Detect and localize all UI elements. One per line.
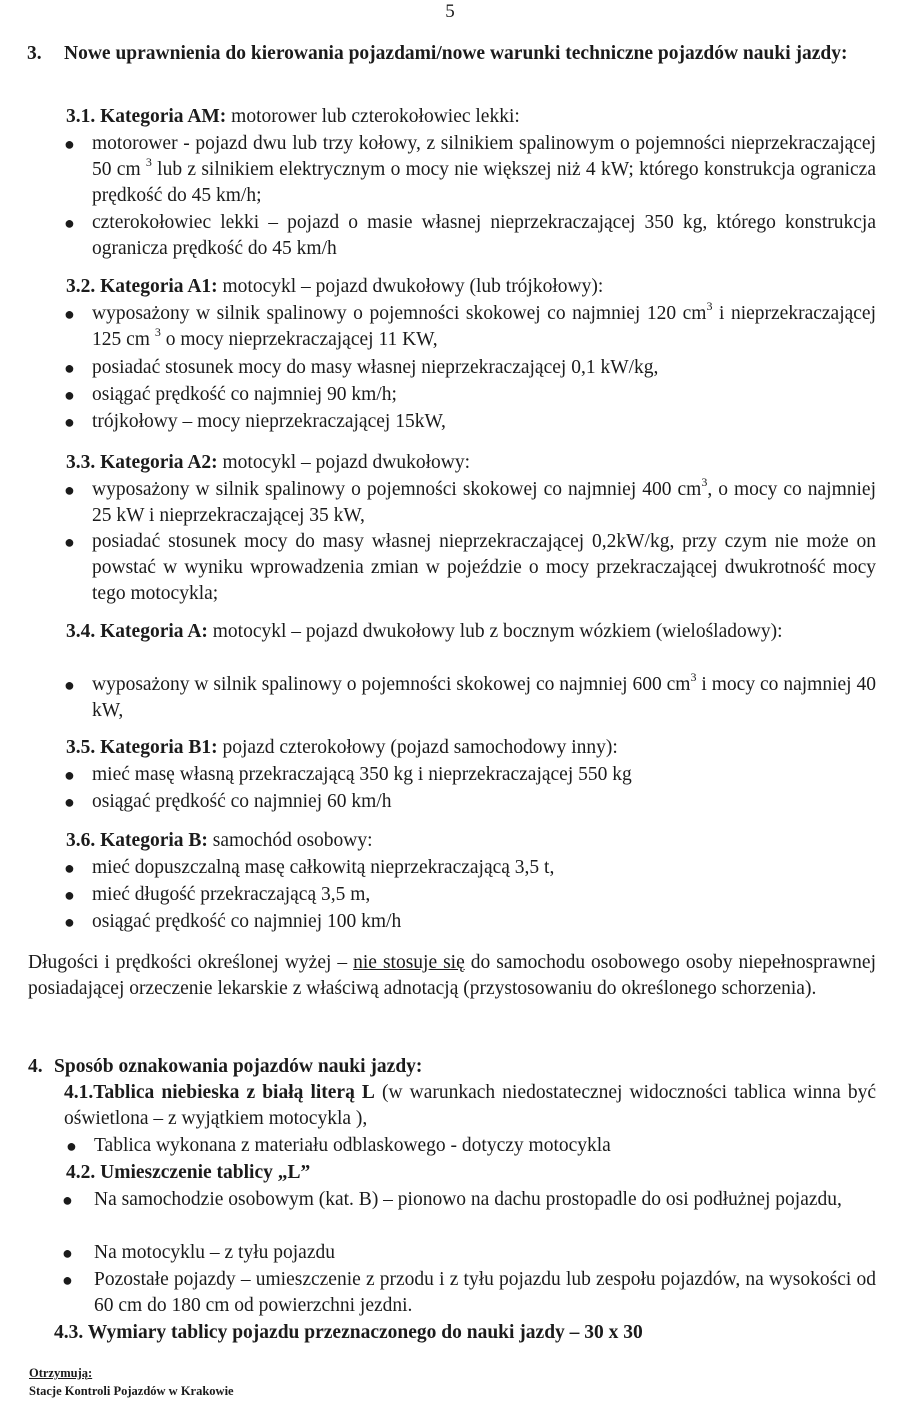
bullet-text-part: motorower - pojazd dwu lub trzy kołowy, z silnikiem spalinowym o pojemności nieprzekraczającej 50 cm (92, 133, 876, 180)
superscript: 3 (145, 155, 152, 169)
bullet-icon: ● (64, 134, 75, 154)
list-item-text: Na samochodzie osobowym (kat. B) – pionowo na dachu prostopadle do osi podłużnej pojazdu, (94, 1189, 842, 1210)
subsection-4-2-label: 4.2. Umieszczenie tablicy „L” (66, 1162, 311, 1183)
category-b-label: 3.6. Kategoria B: (66, 830, 208, 851)
bullet-icon: ● (64, 858, 75, 878)
bullet-icon: ● (64, 765, 75, 785)
bullet-text-part: wyposażony w silnik spalinowy o pojemności skokowej co najmniej 120 cm (92, 303, 707, 324)
bullet-text-part: lub z silnikiem elektrycznym o mocy nie większej niż 4 kW; którego konstrukcja ogranicza prędkość do 45 km/h; (92, 159, 876, 206)
list-item (64, 131, 876, 209)
list-item (64, 409, 876, 435)
superscript: 3 (701, 475, 708, 489)
list-item (62, 1240, 876, 1266)
list-item-text: mieć masę własną przekraczającą 350 kg i nieprzekraczającej 550 kg (92, 764, 632, 785)
list-item (64, 909, 876, 935)
category-a-label: 3.4. Kategoria A: (66, 621, 208, 642)
list-item-text (92, 301, 876, 353)
bullet-icon: ● (64, 213, 75, 233)
bullet-text-part: wyposażony w silnik spalinowy o pojemności skokowej co najmniej 600 cm (92, 674, 691, 695)
list-item-text: mieć dopuszczalną masę całkowitą nieprzekraczającą 3,5 t, (92, 857, 555, 878)
category-a2-label: 3.3. Kategoria A2: (66, 452, 218, 473)
category-a1-heading (66, 274, 876, 300)
category-b1-heading (66, 735, 876, 761)
category-a1-desc: motocykl – pojazd dwukołowy (lub trójkołowy): (217, 276, 604, 297)
list-item (64, 672, 876, 724)
bullet-icon: ● (64, 912, 75, 932)
note-text: Długości i prędkości określonej wyżej – (28, 952, 354, 973)
category-a2-heading (66, 450, 876, 476)
list-item-text (92, 131, 876, 209)
list-item-text: posiadać stosunek mocy do masy własnej nieprzekraczającej 0,2kW/kg, przy czym nie może on powstać w wyniku wprowadzenia zmian w pojeździe o mocy przekraczającej dwukrotność mocy tego motocykla; (92, 531, 876, 604)
list-item-text: osiągać prędkość co najmniej 100 km/h (92, 911, 402, 932)
recipients-label: Otrzymują: (29, 1366, 93, 1380)
category-a1-label: 3.2. Kategoria A1: (66, 276, 218, 297)
list-item (64, 477, 876, 529)
subsection-4-1-desc: (w warunkach niedostatecznej widoczności tablica winna być oświetlona – z wyjątkiem motocykla ), (64, 1082, 876, 1129)
bullet-icon: ● (66, 1136, 77, 1156)
list-item-text: Tablica wykonana z materiału odblaskowego - dotyczy motocykla (94, 1135, 611, 1156)
category-b1-desc: pojazd czterokołowy (pojazd samochodowy inny): (217, 737, 618, 758)
list-item-text: posiadać stosunek mocy do masy własnej nieprzekraczającej 0,1 kW/kg, (92, 357, 659, 378)
superscript: 3 (706, 299, 713, 313)
note-underlined: nie stosuje się (353, 952, 465, 973)
page-number: 5 (445, 1, 455, 22)
bullet-icon: ● (64, 675, 75, 695)
category-b-heading (66, 828, 876, 854)
list-item-text: czterokołowiec lekki – pojazd o masie własnej nieprzekraczającej 350 kg, którego konstrukcja ogranicza prędkość do 45 km/h (92, 212, 876, 259)
subsection-4-3 (54, 1320, 876, 1346)
list-item-text: trójkołowy – mocy nieprzekraczającej 15kW, (92, 411, 446, 432)
category-a-desc: motocykl – pojazd dwukołowy lub z bocznym wózkiem (wielośladowy): (207, 621, 783, 642)
list-item (64, 855, 876, 881)
bullet-icon: ● (62, 1243, 73, 1263)
list-item (64, 529, 876, 607)
list-item (64, 355, 876, 381)
list-item-text: Na motocyklu – z tyłu pojazdu (94, 1242, 335, 1263)
category-b-desc: samochód osobowy: (207, 830, 373, 851)
bullet-icon: ● (64, 792, 75, 812)
section-4-number: 4. (28, 1056, 43, 1077)
subsection-4-2-heading (66, 1160, 876, 1186)
bullet-icon: ● (64, 480, 75, 500)
list-item (64, 382, 876, 408)
bullet-icon: ● (64, 412, 75, 432)
subsection-4-1-label: 4.1.Tablica niebieska z białą literą L (64, 1082, 375, 1103)
bullet-text-part: o mocy nieprzekraczającej 11 KW, (160, 329, 438, 350)
category-a2-desc: motocykl – pojazd dwukołowy: (217, 452, 471, 473)
superscript: 3 (690, 670, 697, 684)
bullet-icon: ● (64, 532, 75, 552)
subsection-4-3-text: 4.3. Wymiary tablicy pojazdu przeznaczonego do nauki jazdy – 30 x 30 (54, 1322, 643, 1343)
bullet-icon: ● (64, 358, 75, 378)
category-am-heading (66, 104, 876, 130)
list-item-text: mieć długość przekraczającą 3,5 m, (92, 884, 371, 905)
bullet-icon: ● (64, 304, 75, 324)
list-item (66, 1133, 876, 1159)
category-am-label: 3.1. Kategoria AM: (66, 106, 227, 127)
bullet-text-part: , o mocy co najmniej 25 kW i nieprzekraczającej 35 kW, (92, 479, 876, 526)
superscript: 3 (154, 325, 161, 339)
note-paragraph (28, 950, 876, 1002)
bullet-text-part: wyposażony w silnik spalinowy o pojemności skokowej co najmniej 400 cm (92, 479, 702, 500)
section-3-title: Nowe uprawnienia do kierowania pojazdami/nowe warunki techniczne pojazdów nauki jazdy: (64, 43, 848, 64)
bullet-icon: ● (64, 885, 75, 905)
section-3-number: 3. (27, 43, 42, 64)
list-item-text (92, 477, 876, 529)
list-item (64, 789, 876, 815)
section-4-title: Sposób oznakowania pojazdów nauki jazdy: (54, 1056, 423, 1077)
list-item (64, 301, 876, 353)
category-a-heading (66, 619, 876, 645)
category-am-desc: motorower lub czterokołowiec lekki: (226, 106, 520, 127)
bullet-icon: ● (62, 1190, 73, 1210)
category-b1-label: 3.5. Kategoria B1: (66, 737, 218, 758)
note-text: do samochodu osobowego osoby niepełnosprawnej posiadającej orzeczenie lekarskie z właściwą adnotacją (przystosowaniu do określonego schorzenia). (28, 952, 876, 999)
bullet-text-part: i nieprzekraczającej 125 cm (92, 303, 877, 350)
list-item (62, 1267, 876, 1319)
list-item (64, 762, 876, 788)
list-item-text (92, 672, 876, 724)
subsection-4-1 (64, 1080, 876, 1132)
recipients-value: Stacje Kontroli Pojazdów w Krakowie (29, 1384, 234, 1398)
list-item-text: Pozostałe pojazdy – umieszczenie z przodu i z tyłu pojazdu lub zespołu pojazdów, na wysokości od 60 cm do 180 cm od powierzchni jezdni. (94, 1269, 876, 1316)
bullet-text-part: i mocy co najmniej 40 kW, (92, 674, 876, 721)
list-item (62, 1187, 876, 1213)
bullet-icon: ● (62, 1270, 73, 1290)
list-item-text: osiągać prędkość co najmniej 60 km/h (92, 791, 392, 812)
list-item (64, 882, 876, 908)
list-item-text: osiągać prędkość co najmniej 90 km/h; (92, 384, 397, 405)
bullet-icon: ● (64, 385, 75, 405)
list-item (64, 210, 876, 262)
